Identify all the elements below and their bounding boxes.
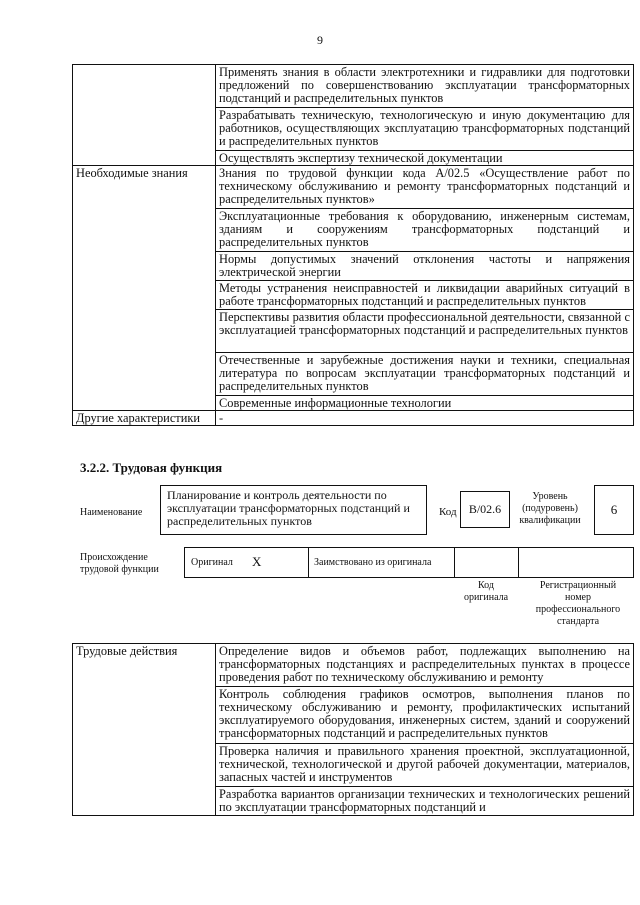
knowledge-row: Эксплуатационные требования к оборудованию, инженерным системам, зданиям и сооружениям трансформаторных подстанций и распределительных пунктов — [216, 209, 634, 252]
level-value: 6 — [610, 502, 618, 517]
skill-row: Осуществлять экспертизу технической документации — [216, 151, 634, 166]
borrowed-label: Заимствовано из оригинала — [314, 557, 432, 568]
knowledge-row: Отечественные и зарубежные достижения науки и техники, специальная литература по вопросам эксплуатации трансформаторных подстанций и распределительных пунктов — [216, 353, 634, 396]
origin-divider-1 — [308, 547, 309, 578]
other-characteristics-label: Другие характеристики — [73, 411, 216, 426]
name-label: Наименование — [80, 507, 143, 518]
action-row: Определение видов и объемов работ, подлежащих выполнению на трансформаторных подстанциях и распределительных пунктах в процессе проведения работ по техническому обслуживанию и ремонту — [216, 644, 634, 687]
action-row: Проверка наличия и правильного хранения проектной, эксплуатационной, технической, технологической и другой рабочей документации, материалов, запасных частей и инструментов — [216, 744, 634, 787]
original-label: Оригинал — [191, 557, 233, 568]
skill-row: Разрабатывать техническую, технологическую и иную документацию для работников, осуществляющих эксплуатацию трансформаторных подстанций и распределительных пунктов — [216, 108, 634, 151]
table-row — [73, 644, 634, 687]
labor-actions-label: Трудовые действия — [73, 644, 216, 816]
other-characteristics-value: - — [216, 411, 634, 426]
reg-number-caption: Регистрационный номер профессионального стандарта — [535, 580, 621, 627]
skill-row: Применять знания в области электротехники и гидравлики для подготовки предложений по совершенствованию эксплуатации трансформаторных подстанций и распределительных пунктов — [216, 65, 634, 108]
knowledge-row: Современные информационные технологии — [216, 396, 634, 411]
knowledge-label: Необходимые знания — [73, 166, 216, 411]
table-row — [73, 65, 634, 108]
origin-divider-2 — [454, 547, 455, 578]
skills-label-cell-empty — [73, 65, 216, 166]
page-number: 9 — [317, 33, 323, 47]
level-label: Уровень (подуровень) квалификации — [519, 491, 581, 526]
action-row: Разработка вариантов организации технических и технологических решений по эксплуатации трансформаторных подстанций и — [216, 787, 634, 816]
knowledge-row: Нормы допустимых значений отклонения частоты и напряжения электрической энергии — [216, 252, 634, 281]
table-row — [73, 166, 634, 209]
action-row: Контроль соблюдения графиков осмотров, выполнения планов по техническому обслуживанию и ремонту, профилактических испытаний эксплуатируемого оборудования, инженерных систем, зданий и сооружений трансформаторных подстанций и распределительных пунктов — [216, 687, 634, 744]
code-original-caption: Код оригинала — [463, 580, 509, 603]
original-mark: X — [252, 554, 262, 569]
table-row — [73, 411, 634, 426]
origin-divider-3 — [518, 547, 519, 578]
function-name: Планирование и контроль деятельности по эксплуатации трансформаторных подстанций и распределительных пунктов — [167, 488, 410, 528]
origin-label: Происхождение трудовой функции — [80, 552, 159, 575]
knowledge-row: Знания по трудовой функции кода A/02.5 «Осуществление работ по техническому обслуживанию и ремонту трансформаторных подстанций и распределительных пунктов» — [216, 166, 634, 209]
knowledge-row: Перспективы развития области профессиональной деятельности, связанной с эксплуатацией трансформаторных подстанций и распределительных пунктов — [216, 310, 634, 353]
section-title: 3.2.2. Трудовая функция — [80, 460, 223, 475]
labor-actions-table — [72, 643, 634, 816]
skills-knowledge-table — [72, 64, 634, 426]
code-value: B/02.6 — [468, 502, 502, 516]
knowledge-row: Методы устранения неисправностей и ликвидации аварийных ситуаций в работе трансформаторных подстанций и распределительных пунктов — [216, 281, 634, 310]
code-label: Код — [439, 506, 457, 518]
